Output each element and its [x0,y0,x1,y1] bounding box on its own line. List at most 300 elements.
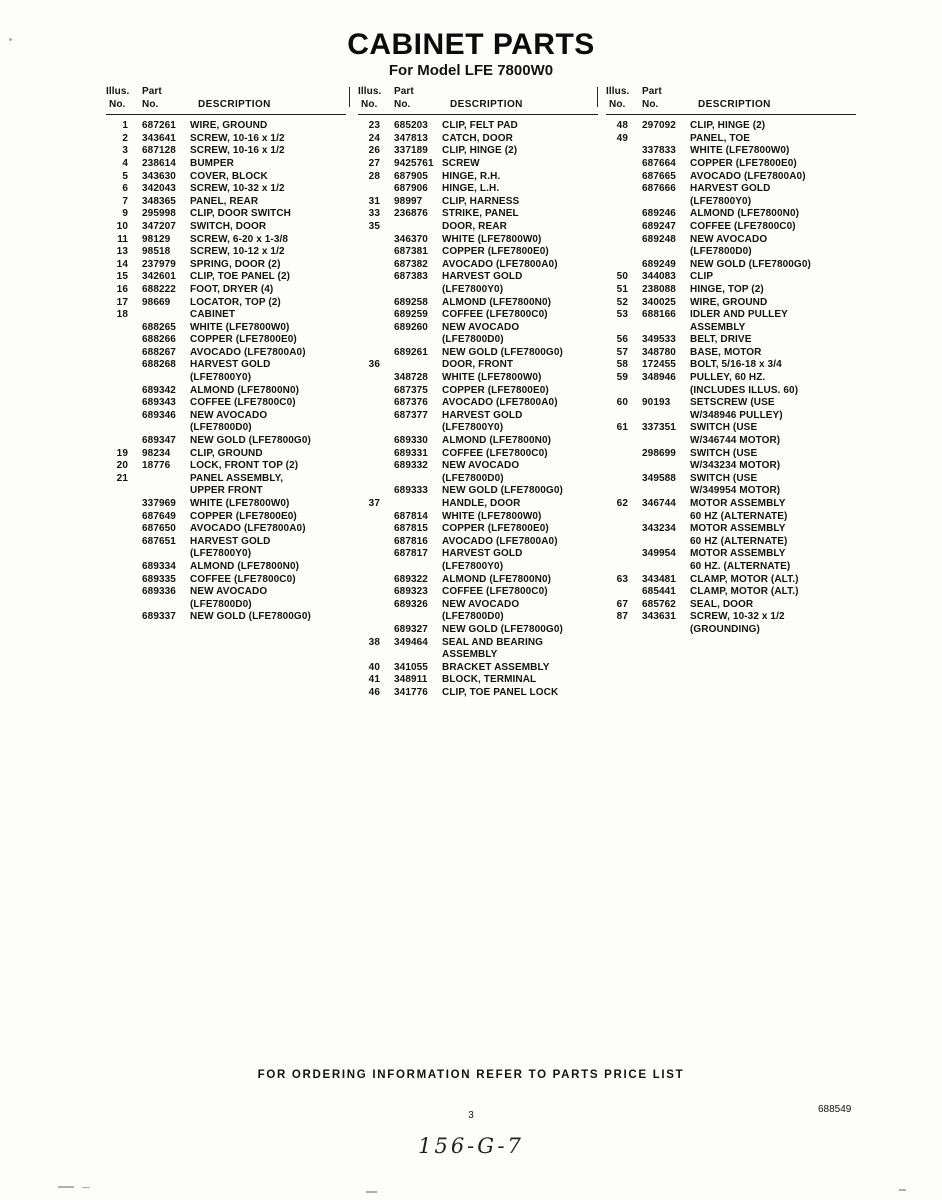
part-description: SEAL AND BEARING ASSEMBLY [442,636,544,661]
part-description: ALMOND (LFE7800N0) [190,560,300,572]
part-description: NEW AVOCADO (LFE7800D0) [442,460,520,484]
illus-no: 7 [122,195,128,207]
table-row [358,674,598,687]
table-row [358,485,598,498]
part-description: NEW GOLD (LFE7800G0) [190,611,311,623]
part-description: LOCK, FRONT TOP (2) [190,460,299,472]
part-no: 349588 [642,472,676,484]
table-row [358,120,598,133]
illus-no: 52 [616,296,628,308]
table-row [358,599,598,624]
part-no: 348946 [642,372,676,384]
part-description: ALMOND (LFE7800N0) [690,208,800,220]
part-no-header-label: No. [142,98,159,110]
page-number: 3 [468,1110,474,1121]
table-row [106,120,346,133]
table-row [606,574,856,587]
part-no: 685203 [394,120,428,132]
part-description: COVER, BLOCK [190,170,268,182]
part-no: 689346 [142,409,176,421]
scan-artifact [899,1189,906,1191]
part-no: 689333 [394,485,428,497]
table-row [358,183,598,196]
part-no: 687649 [142,510,176,522]
table-row [106,435,346,448]
illus-no: 87 [616,611,628,623]
part-description: COPPER (LFE7800E0) [442,523,549,535]
part-description: HARVEST GOLD (LFE7800Y0) [442,409,523,434]
part-description: FOOT, DRYER (4) [190,283,274,295]
table-row [106,611,346,624]
header-rule [606,114,856,115]
part-description: ALMOND (LFE7800N0) [442,573,552,585]
part-no: 687377 [394,409,428,421]
description-header-label: DESCRIPTION [198,98,271,110]
scan-artifact [58,1186,74,1188]
part-description: NEW GOLD (LFE7800G0) [442,485,563,497]
part-description: BLOCK, TERMINAL [442,674,537,686]
table-row [358,309,598,322]
table-row [358,158,598,171]
table-row [358,687,598,700]
part-no: 685441 [642,586,676,598]
part-no: 98234 [142,447,171,459]
illus-no: 1 [122,120,128,132]
part-description: SCREW, 10-32 x 1/2 [190,183,285,195]
part-description: CLIP, HINGE (2) [690,120,766,132]
part-no: 689247 [642,220,676,232]
part-no: 687650 [142,523,176,535]
table-row [358,246,598,259]
table-row [606,473,856,498]
table-row [106,246,346,259]
part-description: SCREW, 10-16 x 1/2 [190,145,285,157]
table-row [106,322,346,335]
part-description: HARVEST GOLD (LFE7800Y0) [690,183,771,207]
part-description: SEAL, DOOR [690,598,754,610]
illus-no: 5 [122,170,128,182]
table-row [358,297,598,310]
table-row [358,259,598,272]
part-no: 347207 [142,220,176,232]
table-row [358,548,598,573]
illus-no: 59 [616,372,628,384]
table-row [358,410,598,435]
part-description: BELT, DRIVE [690,334,752,346]
table-row [106,460,346,473]
table-row [606,234,856,259]
illus-no: 24 [368,132,380,144]
part-description: CLIP, HARNESS [442,195,520,207]
part-no: 346370 [394,233,428,245]
illus-no: 61 [616,422,628,434]
table-row [606,120,856,133]
part-no: 341055 [394,661,428,673]
part-description: CLIP, TOE PANEL LOCK [442,686,559,698]
part-no: 343481 [642,573,676,585]
table-row [106,133,346,146]
part-no: 98129 [142,233,171,245]
part-no: 687817 [394,548,428,560]
part-description: NEW AVOCADO (LFE7800D0) [442,598,520,623]
part-description: MOTOR ASSEMBLY 60 HZ (ALTERNATE) [690,498,788,522]
part-description: HINGE, R.H. [442,170,501,182]
part-no: 689335 [142,573,176,585]
part-description: HANDLE, DOOR [442,498,521,509]
part-no: 689336 [142,586,176,598]
part-header-label: Part [142,86,162,97]
table-row [106,221,346,234]
part-description: WHITE (LFE7800W0) [690,145,790,157]
part-no: 337351 [642,422,676,434]
scan-artifact [82,1187,90,1188]
illus-no: 2 [122,132,128,144]
part-no: 689331 [394,447,428,459]
table-row [358,359,598,372]
parts-column-middle [358,86,598,700]
description-header-label: DESCRIPTION [450,98,523,110]
part-description: NEW AVOCADO (LFE7800D0) [190,409,268,434]
table-row [606,145,856,158]
part-description: SWITCH (USE W/349954 MOTOR) [690,472,781,497]
table-row [606,523,856,548]
part-description: ALMOND (LFE7800N0) [442,435,552,447]
part-no: 687666 [642,183,676,195]
part-description: HINGE, L.H. [442,183,500,195]
table-row [358,624,598,637]
table-row [358,511,598,524]
table-row [358,234,598,247]
part-description: WHITE (LFE7800W0) [190,498,290,509]
table-row [358,208,598,221]
part-no: 688267 [142,346,176,358]
part-description: SPRING, DOOR (2) [190,258,281,270]
part-no: 689258 [394,296,428,308]
illus-no-header-label: No. [609,98,626,110]
part-description: WIRE, GROUND [690,296,768,308]
part-description: NEW GOLD (LFE7800G0) [442,623,563,635]
table-row [106,561,346,574]
table-row [606,397,856,422]
part-no: 689330 [394,435,428,447]
part-no: 689246 [642,208,676,220]
part-no: 689248 [642,233,676,245]
part-no: 687383 [394,271,428,283]
part-no: 343630 [142,170,176,182]
table-row [606,221,856,234]
part-no: 348365 [142,195,176,207]
part-description: COFFEE (LFE7800C0) [190,397,296,409]
table-row [358,133,598,146]
part-no: 98518 [142,246,171,258]
part-description: CLIP, DOOR SWITCH [190,208,291,220]
illus-no: 41 [368,674,380,686]
illus-no: 14 [116,258,128,270]
page-subtitle: For Model LFE 7800W0 [388,62,554,79]
header-rule [358,114,598,115]
part-description: SWITCH (USE W/346744 MOTOR) [690,422,781,447]
table-row [106,523,346,536]
part-no: 687375 [394,384,428,396]
page-title: CABINET PARTS [347,28,595,61]
table-row [358,372,598,385]
table-row [358,145,598,158]
table-row [358,536,598,549]
part-description: COFFEE (LFE7800C0) [442,447,548,459]
illus-no: 20 [116,460,128,472]
part-no: 687382 [394,258,428,270]
part-no: 297092 [642,120,676,132]
part-description: CABINET [190,309,236,321]
table-row [106,473,346,498]
part-description: HINGE, TOP (2) [690,283,764,295]
table-row [358,523,598,536]
part-no: 337189 [394,145,428,157]
part-description: MOTOR ASSEMBLY 60 HZ. (ALTERNATE) [690,548,791,572]
table-row [358,574,598,587]
illus-no: 35 [368,220,380,232]
table-row [106,196,346,209]
table-row [606,297,856,310]
part-description: SETSCREW (USE W/348946 PULLEY) [690,397,783,421]
table-row [106,385,346,398]
part-no: 349464 [394,636,428,648]
part-no: 348728 [394,372,428,384]
part-description: DOOR, FRONT [442,359,514,371]
column-header [358,86,598,115]
table-row [358,435,598,448]
part-no: 687816 [394,535,428,547]
illus-no: 13 [116,246,128,258]
part-description: WHITE (LFE7800W0) [442,510,542,522]
table-row [358,221,598,234]
part-description: AVOCADO (LFE7800A0) [442,397,558,409]
illus-no-header-label: No. [361,98,378,110]
part-description: NEW GOLD (LFE7800G0) [190,435,311,447]
part-no: 689347 [142,435,176,447]
illus-no-header-label: No. [109,98,126,110]
part-description: COPPER (LFE7800E0) [190,334,297,346]
part-header-label: Part [642,86,662,97]
part-description: CLIP, GROUND [190,447,263,459]
part-no: 687376 [394,397,428,409]
part-no: 342043 [142,183,176,195]
part-no: 687651 [142,535,176,547]
part-description: HARVEST GOLD (LFE7800Y0) [190,535,271,560]
ordering-note: FOR ORDERING INFORMATION REFER TO PARTS PRICE LIST [257,1069,685,1081]
table-row [606,599,856,612]
table-row [358,662,598,675]
table-row [606,347,856,360]
illus-no: 48 [616,120,628,132]
part-no: 346744 [642,498,676,509]
table-row [358,271,598,296]
part-no: 689337 [142,611,176,623]
part-description: IDLER AND PULLEY ASSEMBLY [690,309,788,333]
table-row [606,208,856,221]
part-description: BOLT, 5/16-18 x 3/4 [690,359,782,371]
illus-no: 19 [116,447,128,459]
part-no: 689334 [142,560,176,572]
illus-no: 23 [368,120,380,132]
part-description: WHITE (LFE7800W0) [442,372,542,384]
part-no: 689342 [142,384,176,396]
part-description: NEW GOLD (LFE7800G0) [690,258,811,270]
part-description: MOTOR ASSEMBLY 60 HZ (ALTERNATE) [690,523,788,547]
part-no: 688265 [142,321,176,333]
illus-no: 11 [117,233,128,245]
part-description: AVOCADO (LFE7800A0) [442,535,558,547]
table-row [606,334,856,347]
parts-column-left [106,86,346,624]
part-description: ALMOND (LFE7800N0) [190,384,300,396]
table-row [606,284,856,297]
part-no: 688268 [142,359,176,371]
illus-no: 60 [616,397,628,409]
illus-no: 21 [116,472,128,484]
table-row [358,586,598,599]
part-no: 687261 [142,120,176,132]
part-description: NEW AVOCADO (LFE7800D0) [442,321,520,346]
doc-number: 688549 [818,1104,852,1115]
part-no: 18776 [142,460,171,472]
part-description: CLIP, FELT PAD [442,120,518,132]
part-no: 687128 [142,145,176,157]
parts-column-right [606,86,856,637]
table-row [106,271,346,284]
table-row [358,171,598,184]
part-description: CLIP, TOE PANEL (2) [190,271,291,283]
illus-no: 50 [616,271,628,283]
part-description: SWITCH (USE W/343234 MOTOR) [690,447,781,472]
part-no: 172455 [642,359,676,371]
part-no: 341776 [394,686,428,698]
part-description: SCREW, 6-20 x 1-3/8 [190,233,289,245]
part-no: 237979 [142,258,176,270]
part-no: 90193 [642,397,671,409]
part-no: 238088 [642,283,676,295]
illus-no: 4 [122,157,128,169]
table-row [606,271,856,284]
table-row [106,448,346,461]
part-description: COFFEE (LFE7800C0) [190,573,296,585]
part-no: 688166 [642,309,676,321]
table-row [106,284,346,297]
part-description: PANEL, REAR [190,195,259,207]
part-description: SCREW, 10-16 x 1/2 [190,132,285,144]
table-row [606,448,856,473]
part-description: COPPER (LFE7800E0) [442,246,549,258]
illus-no: 57 [616,346,628,358]
part-description: ALMOND (LFE7800N0) [442,296,552,308]
illus-no: 3 [122,145,128,157]
part-no: 348780 [642,346,676,358]
illus-no: 31 [368,195,380,207]
illus-no: 17 [116,296,128,308]
part-description: WHITE (LFE7800W0) [190,321,290,333]
table-row [106,158,346,171]
table-row [106,498,346,511]
table-row [358,637,598,662]
illus-no: 49 [616,132,628,144]
part-no: 343631 [642,611,676,623]
illus-no: 53 [616,309,628,321]
part-description: COPPER (LFE7800E0) [442,384,549,396]
table-row [358,460,598,485]
part-description: AVOCADO (LFE7800A0) [190,523,306,535]
part-no: 685762 [642,598,676,610]
part-no: 689343 [142,397,176,409]
part-no: 343234 [642,523,676,535]
part-no: 347813 [394,132,428,144]
part-no: 98669 [142,296,171,308]
part-no: 689323 [394,586,428,598]
part-no: 238614 [142,157,176,169]
part-description: SWITCH, DOOR [190,220,267,232]
part-no: 295998 [142,208,176,220]
part-no: 687906 [394,183,428,195]
illus-header-label: Illus. [106,86,130,97]
column-header [606,86,856,115]
part-description: HARVEST GOLD (LFE7800Y0) [442,548,523,572]
table-row [606,133,856,146]
part-no: 344083 [642,271,676,283]
table-row [106,309,346,322]
illus-no: 26 [368,145,380,157]
illus-no: 16 [116,283,128,295]
illus-header-label: Illus. [606,86,630,97]
part-description: SCREW [442,157,480,169]
table-row [606,183,856,208]
part-description: HARVEST GOLD (LFE7800Y0) [190,359,271,384]
part-no: 687905 [394,170,428,182]
table-row [606,158,856,171]
part-description: NEW AVOCADO (LFE7800D0) [690,233,768,258]
table-row [106,297,346,310]
part-description: COPPER (LFE7800E0) [190,510,297,522]
table-row [606,498,856,523]
part-no: 688222 [142,283,176,295]
part-description: AVOCADO (LFE7800A0) [442,258,558,270]
table-row [606,259,856,272]
table-row [106,171,346,184]
handwritten-code: 156-G-7 [418,1134,524,1158]
part-no: 98997 [394,195,423,207]
part-description: NEW AVOCADO (LFE7800D0) [190,586,268,610]
illus-no: 56 [616,334,628,346]
table-row [106,574,346,587]
illus-no: 15 [116,271,128,283]
part-no: 340025 [642,296,676,308]
part-description: LOCATOR, TOP (2) [190,296,281,308]
part-description: WHITE (LFE7800W0) [442,233,542,245]
table-row [606,611,856,636]
table-row [106,183,346,196]
column-header [106,86,346,115]
table-row [106,334,346,347]
part-description: BASE, MOTOR [690,346,762,358]
part-description: CLIP [690,271,714,283]
table-row [606,548,856,573]
table-row [358,322,598,347]
part-description: BUMPER [190,157,234,169]
part-no: 348911 [394,674,428,686]
table-row [606,372,856,397]
part-description: HARVEST GOLD (LFE7800Y0) [442,271,523,295]
table-row [606,422,856,447]
illus-no: 38 [368,636,380,648]
table-row [106,410,346,435]
